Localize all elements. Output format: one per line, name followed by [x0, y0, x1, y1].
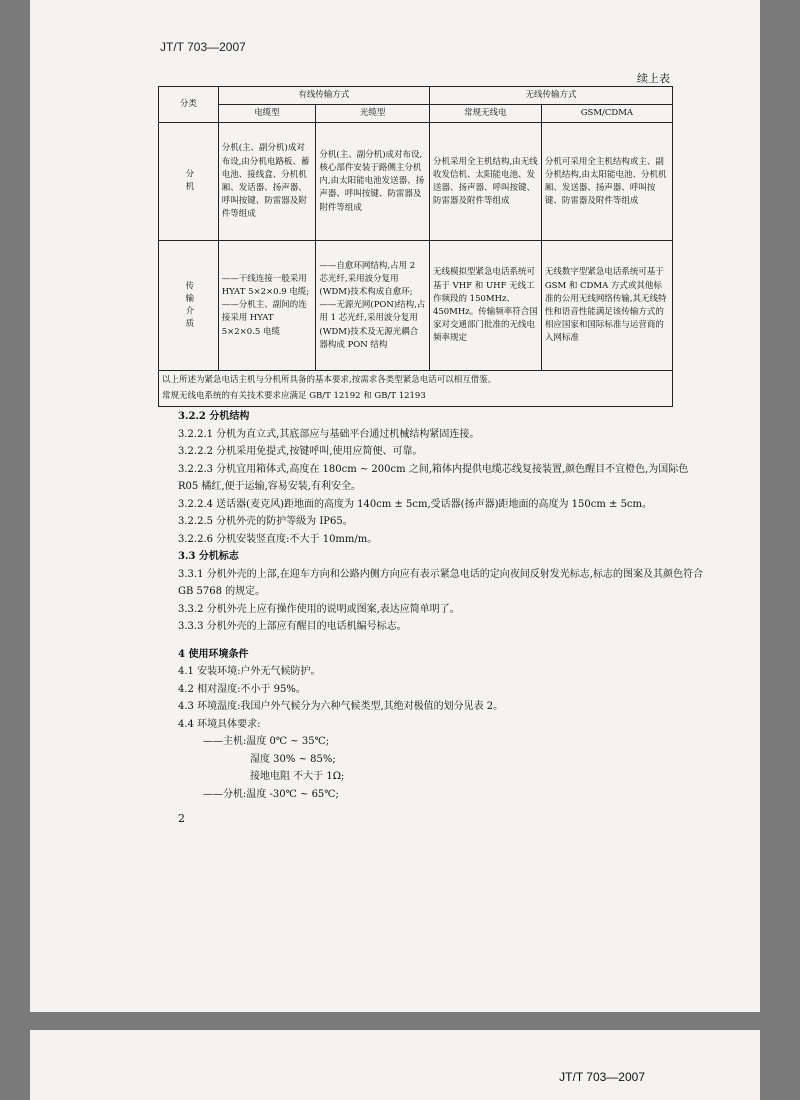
clause: 4.2 相对湿度:不小于 95%。 — [178, 683, 306, 695]
table-continued-label: 续上表 — [637, 72, 670, 85]
sub-radio: 常规无线电 — [429, 105, 541, 123]
section-heading: 3.2.2 分机结构 — [178, 411, 250, 422]
condition-line: 湿度 30% ~ 85%; — [250, 753, 336, 765]
clause: 4.3 环境温度:我国户外气候分为六种气候类型,其绝对极值的划分见表 2。 — [178, 701, 504, 712]
page-number: 2 — [178, 812, 185, 825]
cell-fiber-medium: ——自愈环网结构,占用 2 芯光纤,采用波分复用(WDM)技术构成自愈环;——无源光网(PON)结构,占用 1 芯光纤,采用波分复用(WDM)技术及无源光耦合器构成 PON 结构 — [316, 241, 430, 371]
cell-gsm-medium: 无线数字型紧急电话系统可基于 GSM 和 CDMA 方式或其他标准的公用无线网络传输,其无线特性和语音性能满足该传输方式的相应国家和国际标准与运营商的入网标准 — [541, 241, 672, 371]
group-wireless: 无线传输方式 — [429, 87, 672, 105]
section-heading: 4 使用环境条件 — [178, 648, 249, 660]
row-head-extension: 分机 — [159, 123, 219, 241]
clause: 3.3.2 分机外壳上应有操作使用的说明或图案,表达应简单明了。 — [178, 603, 460, 615]
cell-fiber-extension: 分机(主、副分机)成对布设,核心部件安装于路侧主分机内,由太阳能电池发送器、扬声器、呼叫按键、防雷器及附件等组成 — [316, 123, 430, 241]
section-heading: 3.3 分机标志 — [178, 551, 239, 562]
clause: 4.1 安装环境:户外无气候防护。 — [178, 666, 321, 677]
group-wired: 有线传输方式 — [218, 87, 429, 105]
sub-fiber: 光缆型 — [316, 105, 430, 123]
clause: 3.2.2.4 送话器(麦克风)距地面的高度为 140cm ± 5cm,受话器(扬声器)距地面的高度为 150cm ± 5cm。 — [178, 498, 653, 510]
table-note-line-1: 以上所述为紧急电话主机与分机所具备的基本要求,按需求各类型紧急电话可以相互借鉴。 — [162, 375, 497, 386]
cell-radio-extension: 分机采用全主机结构,由无线收发信机、太阳能电池、发送器、扬声器、呼叫按键、防雷器及附件等组成 — [429, 123, 541, 241]
standard-header: JT/T 703—2007 — [160, 40, 246, 54]
cell-cable-extension: 分机(主、副分机)成对布设,由分机电路板、蓄电池、接线盒、分机机厢、发话器、扬声器、呼叫按键、防雷器及附件等组成 — [218, 123, 316, 241]
table-note — [159, 371, 673, 407]
document-page — [30, 0, 760, 1012]
sub-gsm: GSM/CDMA — [541, 105, 672, 123]
clause: 3.3.3 分机外壳的上部应有醒目的电话机编号标志。 — [178, 621, 407, 632]
cell-radio-medium: 无线模拟型紧急电话系统可基于 VHF 和 UHF 无线工作频段的 150MHz、450MHz。传输频率符合国家对交通部门批准的无线电频率规定 — [429, 241, 541, 371]
body-text — [178, 408, 703, 803]
next-page-header: JT/T 703—2007 — [559, 1070, 645, 1084]
clause: 3.2.2.2 分机采用免提式,按键呼叫,使用应简便、可靠。 — [178, 446, 423, 457]
clause: 3.2.2.5 分机外壳的防护等级为 IP65。 — [178, 516, 353, 527]
spec-table — [158, 86, 673, 407]
clause: 3.2.2.3 分机宜用箱体式,高度在 180cm ~ 200cm 之间,箱体内提供电缆芯线复接装置,颜色醒目不宜橙色,为国际色 R05 橘红,便于运输,容易安装,有利安全。 — [178, 463, 689, 492]
cell-cable-medium: ——干线连接一般采用 HYAT 5×2×0.9 电缆;——分机主、副间的连接采用 HYAT 5×2×0.5 电缆 — [218, 241, 316, 371]
clause: 3.3.1 分机外壳的上部,在迎车方向和公路内侧方向应有表示紧急电话的定向夜间反射发光标志,标志的图案及其颜色符合 GB 5768 的规定。 — [178, 568, 703, 597]
cell-gsm-extension: 分机可采用全主机结构或主、副分机结构,由太阳能电池、分机机厢、发送器、扬声器、呼叫按键、防雷器及附件等组成 — [541, 123, 672, 241]
condition-line: ——主机:温度 0℃ ~ 35℃; — [203, 736, 330, 747]
col-category: 分类 — [159, 87, 219, 123]
condition-line: 接地电阻 不大于 1Ω; — [250, 771, 345, 782]
row-head-medium: 传输介质 — [159, 241, 219, 371]
table-note-line-2: 常规无线电系统的有关技术要求应满足 GB/T 12192 和 GB/T 12193 — [162, 390, 426, 401]
clause: 3.2.2.6 分机安装竖直度:不大于 10mm/m。 — [178, 533, 378, 545]
sub-cable: 电缆型 — [218, 105, 316, 123]
condition-line: ——分机:温度 -30℃ ~ 65℃; — [203, 788, 339, 800]
clause: 3.2.2.1 分机为直立式,其底部应与基础平台通过机械结构紧固连接。 — [178, 428, 480, 440]
next-page — [30, 1030, 760, 1100]
clause: 4.4 环境具体要求: — [178, 718, 261, 730]
